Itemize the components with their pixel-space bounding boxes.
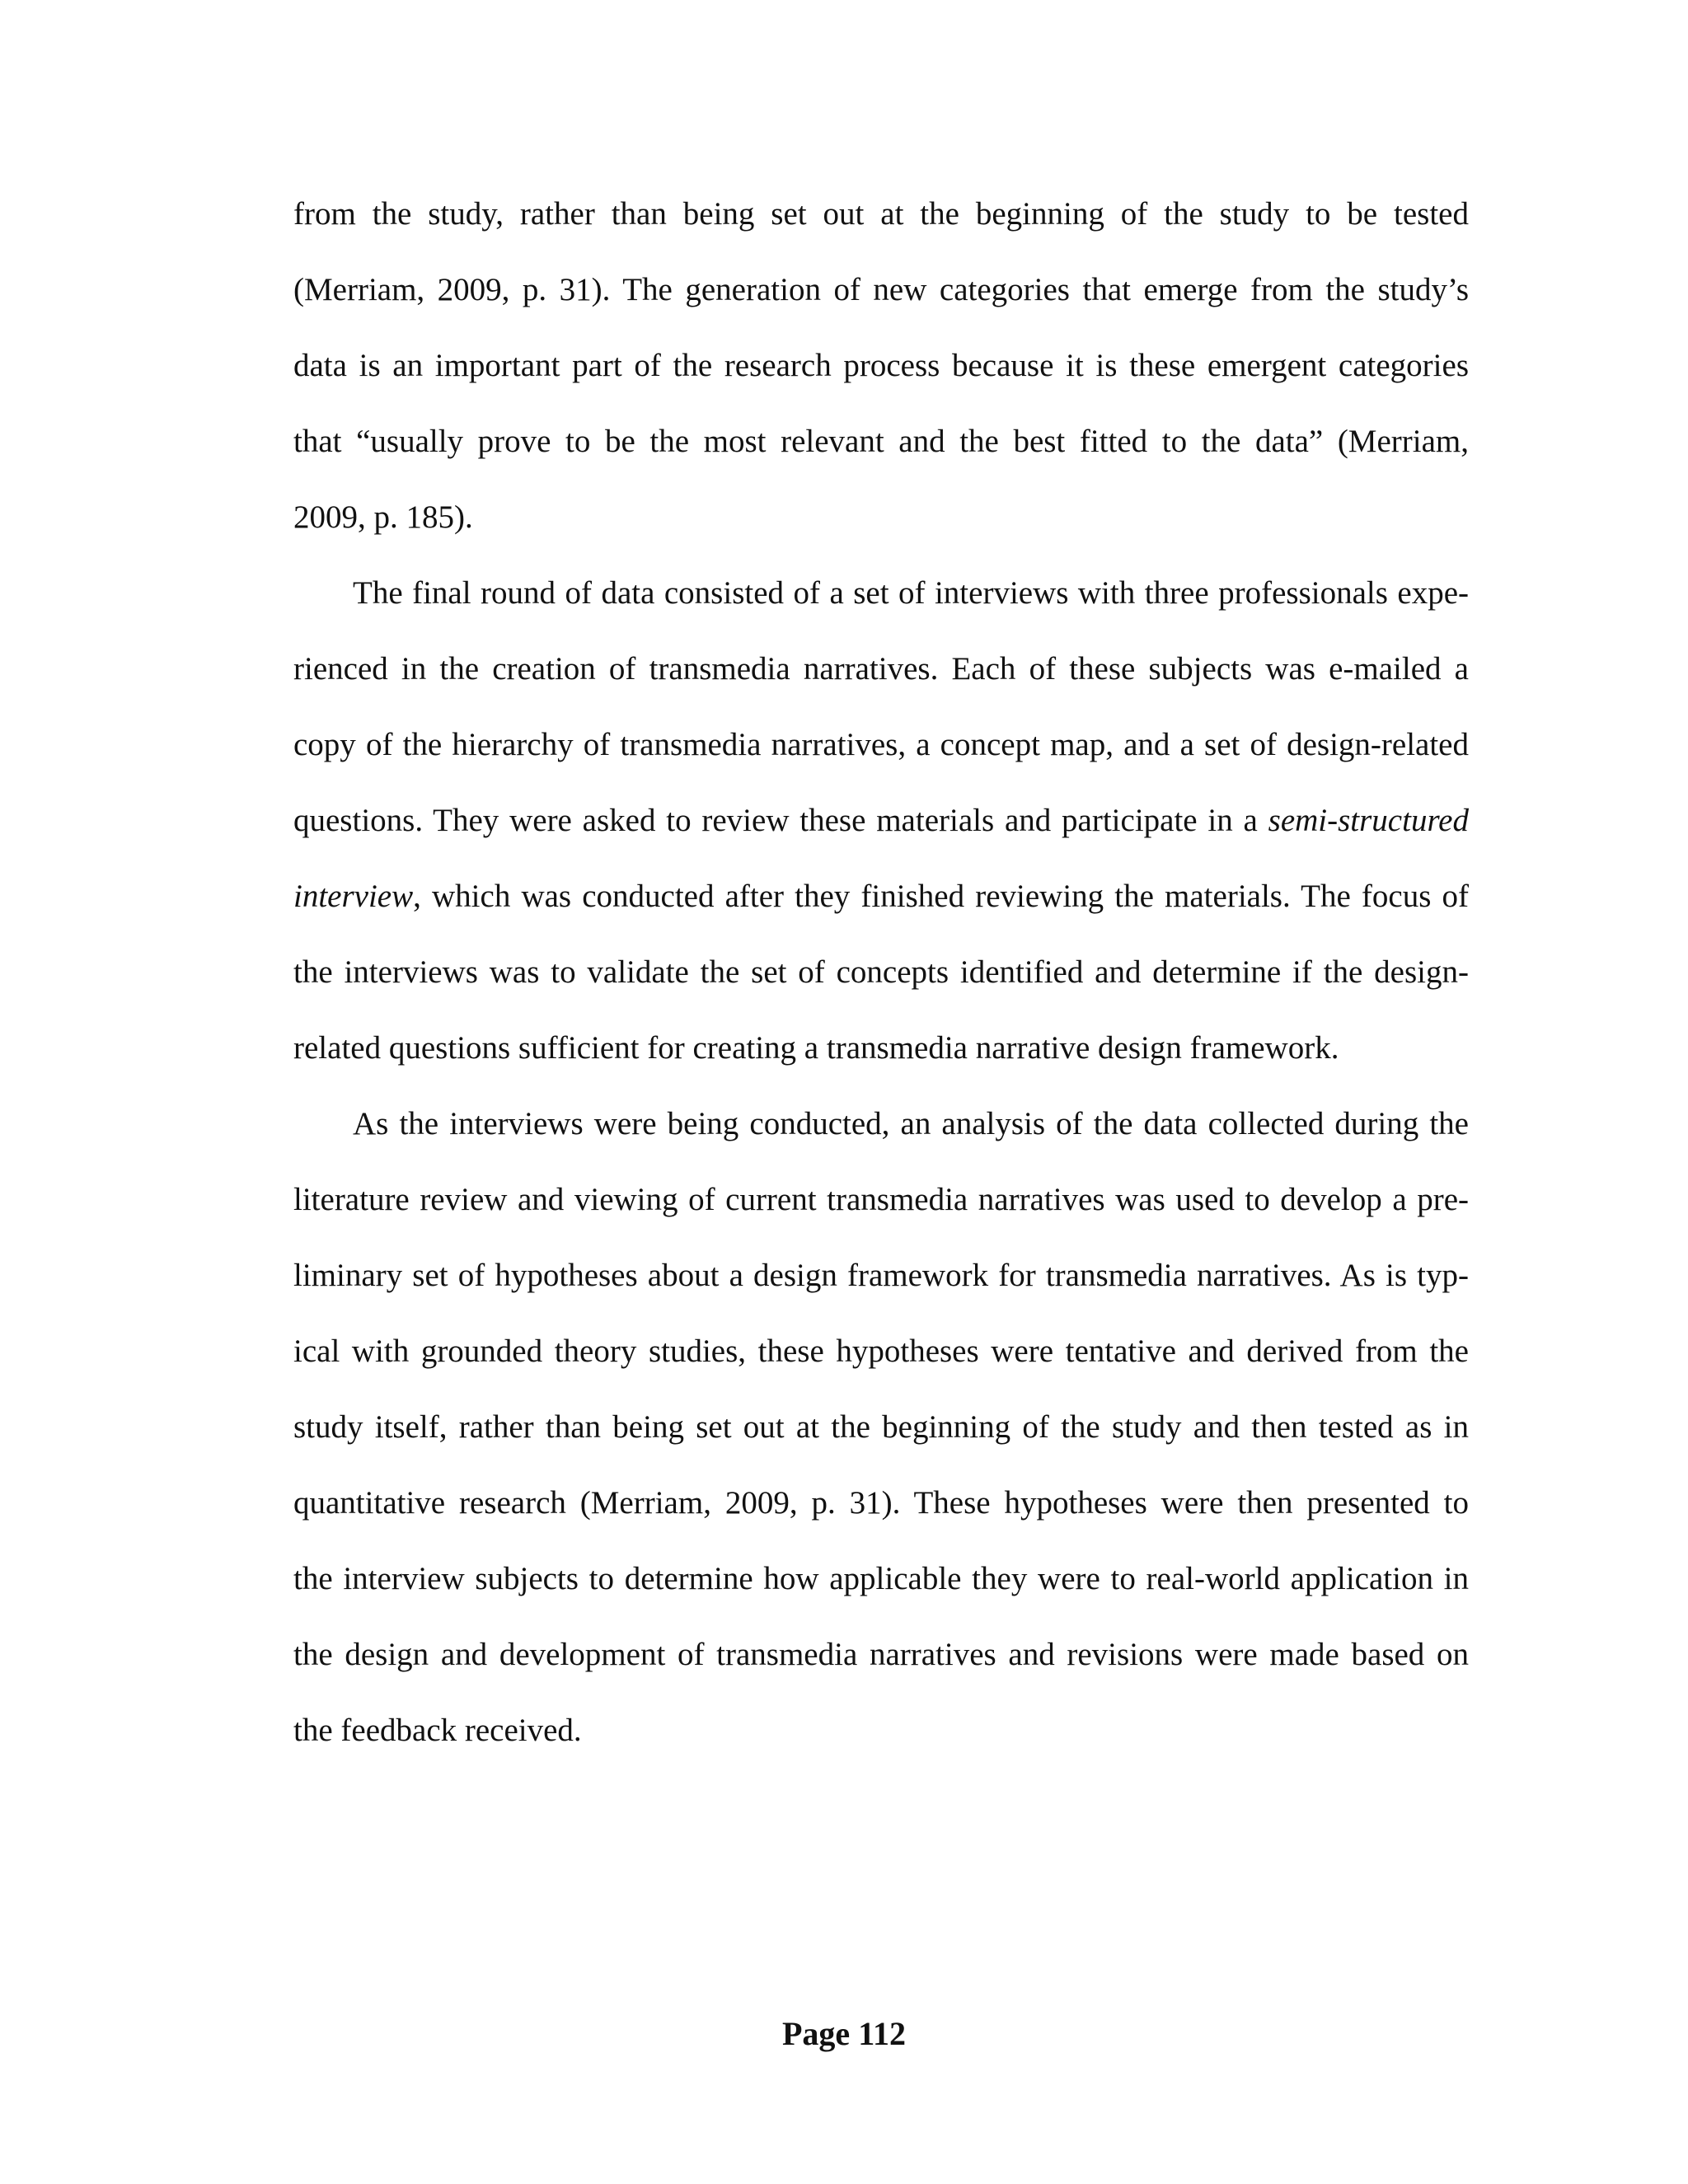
paragraph-3-line-5: study itself, rather than being set out at the beginning of the study and then tested as in bbox=[293, 1409, 1469, 1445]
paragraph-2-line-7: related questions sufficient for creating a transmedia narrative design framework. bbox=[293, 1030, 1339, 1066]
paragraph-3-line-7: the interview subjects to determine how applicable they were to real-world application in bbox=[293, 1561, 1469, 1596]
paragraph-2-line-2: rienced in the creation of transmedia narratives. Each of these subjects was e-mailed a bbox=[293, 651, 1469, 687]
italic-term-semi-structured: semi-structured bbox=[1268, 803, 1469, 838]
paragraph-2-line-3: copy of the hierarchy of transmedia narratives, a concept map, and a set of design-related bbox=[293, 727, 1469, 762]
paragraph-2-line-4-text: questions. They were asked to review these materials and participate in a bbox=[293, 803, 1258, 838]
paragraph-2-line-1: The final round of data consisted of a set of interviews with three professionals expe- bbox=[353, 575, 1469, 611]
paragraph-1-line-1: from the study, rather than being set out at the beginning of the study to be tested bbox=[293, 196, 1469, 232]
paragraph-1-line-4: that “usually prove to be the most relevant and the best fitted to the data” (Merriam, bbox=[293, 424, 1469, 459]
paragraph-1-line-5: 2009, p. 185). bbox=[293, 499, 473, 535]
paragraph-2-line-5 bbox=[293, 878, 1469, 916]
page-number: Page 112 bbox=[782, 2015, 906, 2052]
paragraph-3-line-9: the feedback received. bbox=[293, 1713, 582, 1748]
italic-term-interview: interview bbox=[293, 879, 414, 914]
paragraph-1-line-3: data is an important part of the research process because it is these emergent categories bbox=[293, 348, 1469, 383]
paragraph-3-line-4: ical with grounded theory studies, these hypotheses were tentative and derived from the bbox=[293, 1333, 1469, 1369]
paragraph-2-line-5-text: , which was conducted after they finished reviewing the materials. The focus of bbox=[413, 879, 1469, 914]
paragraph-3-line-6: quantitative research (Merriam, 2009, p. 31). These hypotheses were then presented to bbox=[293, 1485, 1469, 1521]
paragraph-3-line-3: liminary set of hypotheses about a design framework for transmedia narratives. As is typ- bbox=[293, 1258, 1469, 1293]
paragraph-3-line-2: literature review and viewing of current transmedia narratives was used to develop a pre- bbox=[293, 1182, 1469, 1217]
paragraph-1-line-2: (Merriam, 2009, p. 31). The generation of new categories that emerge from the study’s bbox=[293, 272, 1469, 307]
paragraph-2-line-4 bbox=[293, 802, 1469, 840]
paragraph-2-line-6: the interviews was to validate the set of concepts identified and determine if the design- bbox=[293, 954, 1469, 990]
paragraph-3-line-1: As the interviews were being conducted, an analysis of the data collected during the bbox=[353, 1106, 1469, 1141]
paragraph-3-line-8: the design and development of transmedia narratives and revisions were made based on bbox=[293, 1637, 1469, 1672]
